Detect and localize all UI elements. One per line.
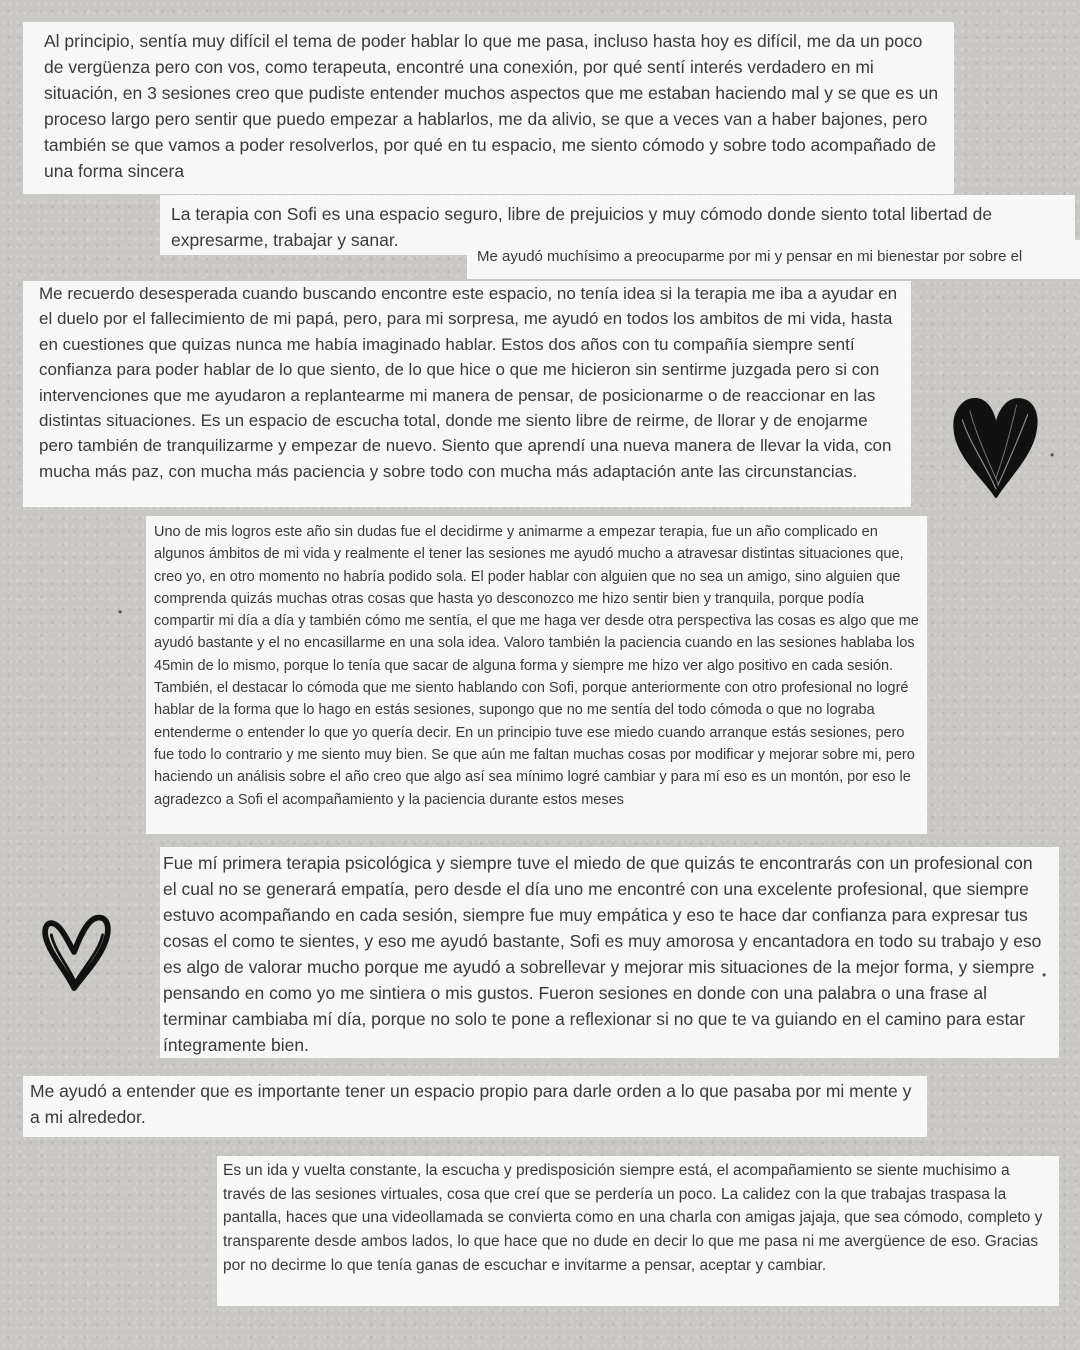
testimonial-text: Al principio, sentía muy difícil el tema de poder hablar lo que me pasa, incluso hasta hoy es difícil, me da un poco de vergüenza pero con vos, como terapeuta, encontré una conexión, por qué sentí interés verdadero en mi situación, en 3 sesiones creo que pudiste entender muchos aspectos que me estaban haciendo mal y se que es un proceso largo pero sentir que puedo empezar a hablarlos, me da alivio, se que a veces van a haber bajones, pero también se que vamos a poder resolverlos, por qué en tu espacio, me siento cómodo y sobre todo acompañado de una forma sincera [44,31,939,181]
heart-icon [38,908,114,996]
testimonial-text: Es un ida y vuelta constante, la escucha y predisposición siempre está, el acompañamiento se siente muchisimo a través de las sesiones virtuales, cosa que creí que se perdería un poco. La calidez con la que trabajas traspasa la pantalla, haces que una videollamada se convierta como en una charla con amigas jajaja, que sea cómodo, completo y transparente desde ambos lados, lo que hace que no dude en decir lo que me pasa ni me avergüence de eso. Gracias por no decirme lo que tenía ganas de escuchar e invitarme a pensar, aceptar y cambiar. [223,1162,1043,1274]
heart-icon [948,392,1044,504]
decorative-speck: • [1042,968,1047,982]
testimonial-text: Me ayudó muchísimo a preocuparme por mi y pensar en mi bienestar por sobre el [477,248,1023,265]
decorative-speck: • [1050,448,1055,462]
testimonial-card-8 [217,1156,1059,1306]
testimonial-card-1 [23,22,954,194]
testimonial-text: Uno de mis logros este año sin dudas fue el decidirme y animarme a empezar terapia, fue un año complicado en algunos ámbitos de mi vida y realmente el tener las sesiones me ayudó mucho a atravesar distintas situaciones que, creo yo, en otro momento no habría podido sola. El poder hablar con alguien que no sea un amigo, sino alguien que comprenda quizás muchas otras cosas que hasta yo desconozco me hizo sentir bien y tranquila, porque podía compartir mi día a día y también cómo me sentía, el que me haga ver desde otra perspectiva las cosas es algo que me ayudó bastante y el no encasillarme en una sola idea. Valoro también la paciencia cuando en las sesiones hablaba los 45min de lo mismo, porque lo tenía que sacar de alguna forma y siempre me hizo ver algo positivo en cada sesión. También, el destacar lo cómoda que me siento hablando con Sofi, porque anteriormente con otro profesional no logré hablar de la forma que lo hago en estás sesiones, supongo que no me sentía del todo cómoda o que no lograba entenderme o entender lo que yo quería decir. En un principio tuve ese miedo cuando arranque estás sesiones, pero fue todo lo contrario y me siento muy bien. Se que aún me faltan muchas cosas por modificar y mejorar sobre mi, pero haciendo un análisis sobre el año creo que algo así sea mínimo logré cambiar y para mí eso es un montón, por eso le agradezco a Sofi el acompañamiento y la paciencia durante estos meses [154,524,919,808]
decorative-speck: • [118,605,123,619]
testimonial-card-6 [160,847,1059,1058]
testimonial-text: Me recuerdo desesperada cuando buscando encontre este espacio, no tenía idea si la terapia me iba a ayudar en el duelo por el fallecimiento de mi papá, pero, para mi sorpresa, me ayudó en todos los ambitos de mi vida, hasta en cuestiones que quizas nunca me había imaginado hablar. Estos dos años con tu compañía siempre sentí confianza para poder hablar de lo que siento, de lo que hice o que me hicieron sin sentirme juzgada pero si con intervenciones que me ayudaron a replantearme mi manera de pensar, de posicionarme o de reaccionar en las distintas situaciones. Es un espacio de escucha total, donde me siento libre de reirme, de llorar y de enojarme pero también de tranquilizarme y empezar de nuevo. Siento que aprendí una nueva manera de llevar la vida, con mucha más paz, con mucha más paciencia y sobre todo con mucha más adaptación ante las circunstancias. [39,284,898,481]
testimonial-text: Me ayudó a entender que es importante tener un espacio propio para darle orden a lo que pasaba por mi mente y a mi alrededor. [30,1081,912,1127]
testimonial-card-5 [146,516,927,834]
testimonial-text: Fue mí primera terapia psicológica y siempre tuve el miedo de que quizás te encontrarás con un profesional con el cual no se generará empatía, pero desde el día uno me encontré con una excelente profesional, que siempre estuvo acompañando en cada sesión, siempre fue muy empática y eso te hace dar confianza para expresar tus cosas el como te sientes, y eso me ayudó bastante, Sofi es muy amorosa y encantadora en todo su trabajo y eso es algo de valorar mucho porque me ayudó a sobrellevar y mejorar mis situaciones de la mejor forma, y siempre pensando en como yo me sintiera o mis gustos. Fueron sesiones en donde con una palabra o una frase al terminar cambiaba mí día, porque no solo te pone a reflexionar si no que te va guiando en el camino para estar íntegramente bien. [163,853,1042,1055]
testimonial-card-7 [23,1076,927,1137]
testimonial-card-4 [23,281,911,507]
testimonial-text: La terapia con Sofi es una espacio seguro, libre de prejuicios y muy cómodo donde siento total libertad de expresarme, trabajar y sanar. [171,204,993,250]
testimonial-card-3 [467,240,1080,279]
